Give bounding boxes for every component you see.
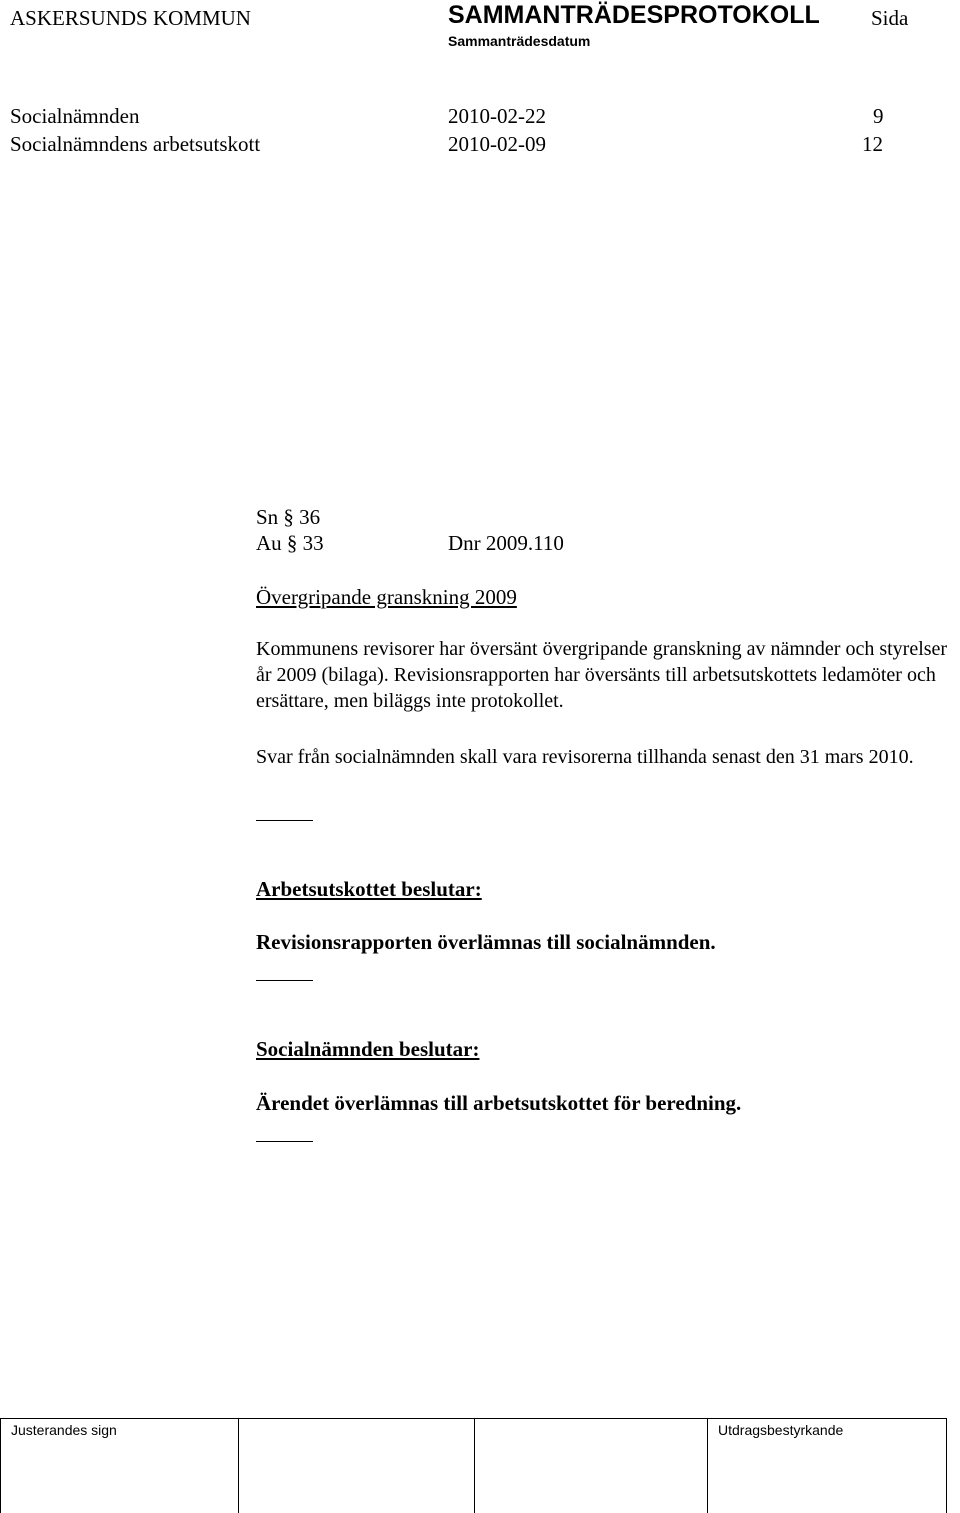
committee-decision-text: Revisionsrapporten överlämnas till socialnämnden. <box>256 930 716 954</box>
meeting-name: Socialnämndens arbetsutskott <box>10 132 261 156</box>
meeting-date: 2010-02-09 <box>448 132 546 156</box>
board-decision-heading: Socialnämnden beslutar: <box>256 1037 480 1061</box>
case-description: Kommunens revisorer har översänt övergripande granskning av nämnder och styrelser år 2009 (bilaga). Revisionsrapporten har översänts till arbetsutskottets ledamöter och ersättare, men biläggs inte protokollet. <box>256 638 948 712</box>
registration-number: Dnr 2009.110 <box>448 531 564 555</box>
meeting-date-label: Sammanträdesdatum <box>448 33 591 49</box>
document-title: SAMMANTRÄDESPROTOKOLL <box>448 1 820 29</box>
response-deadline: Svar från socialnämnden skall vara revisorerna tillhanda senast den 31 mars 2010. <box>256 746 914 768</box>
signature-cell <box>238 1419 475 1513</box>
signature-cell <box>0 1419 239 1513</box>
page-label: Sida <box>871 6 909 30</box>
sign-label: Justerandes sign <box>11 1422 117 1438</box>
meeting-name: Socialnämnden <box>10 104 140 128</box>
extract-label: Utdragsbestyrkande <box>718 1422 844 1438</box>
au-paragraph-number: Au § 33 <box>256 531 324 555</box>
meeting-page-number: 9 <box>873 104 884 128</box>
board-decision-text: Ärendet överlämnas till arbetsutskottet för beredning. <box>256 1091 742 1115</box>
section-divider <box>256 820 313 821</box>
section-divider <box>256 980 313 981</box>
committee-decision-heading: Arbetsutskottet beslutar: <box>256 877 482 901</box>
sn-paragraph-number: Sn § 36 <box>256 505 321 529</box>
case-title: Övergripande granskning 2009 <box>256 585 517 609</box>
meeting-date: 2010-02-22 <box>448 104 546 128</box>
municipality-name: ASKERSUNDS KOMMUN <box>10 6 251 30</box>
signature-table <box>0 1418 947 1513</box>
extract-cell <box>707 1419 947 1513</box>
signature-cell <box>474 1419 708 1513</box>
section-divider <box>256 1141 313 1142</box>
meeting-page-number: 12 <box>862 132 883 156</box>
